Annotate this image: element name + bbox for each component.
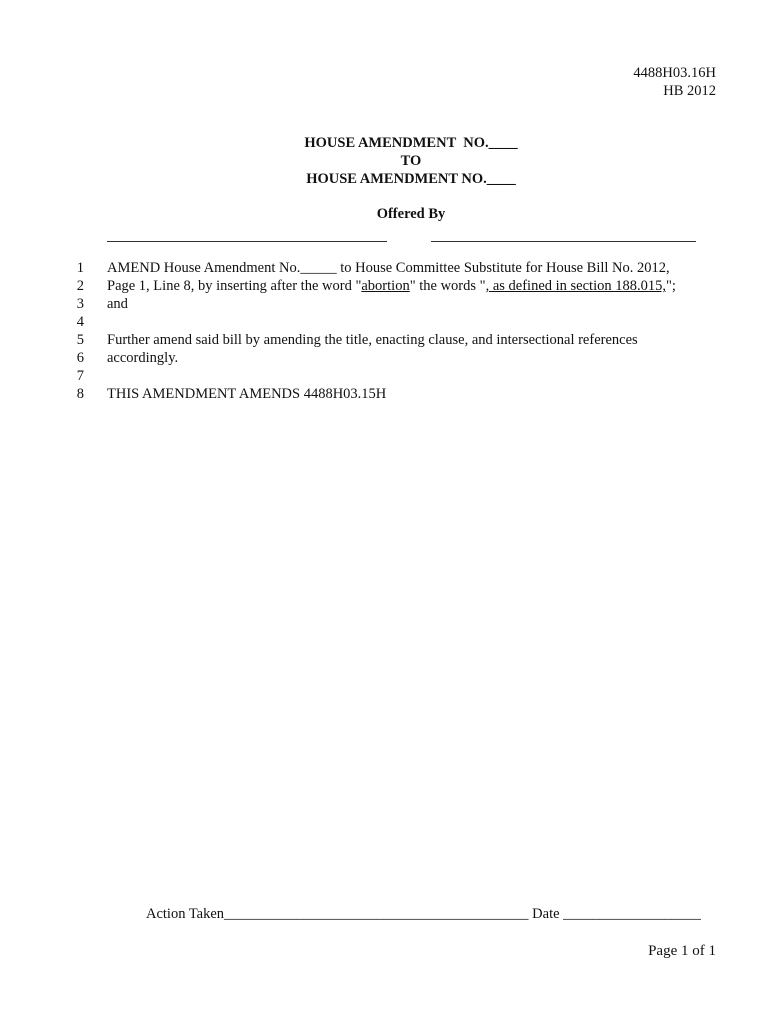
body-line	[0, 295, 770, 313]
sponsor-signature-line-right	[431, 229, 696, 242]
line-number: 6	[76, 350, 84, 366]
offered-by-label: Offered By	[376, 206, 446, 222]
body-line	[0, 349, 770, 367]
line-text-middle: " the words "	[409, 278, 486, 294]
line-text: AMEND House Amendment No._____ to House Committee Substitute for House Bill No. 2012,	[107, 260, 670, 276]
body-line	[0, 367, 770, 385]
line-number: 3	[76, 296, 84, 312]
line-text: accordingly.	[107, 350, 179, 366]
line-number: 8	[76, 386, 84, 402]
line-text: and	[107, 296, 128, 312]
line-text: Further amend said bill by amending the title, enacting clause, and intersectional references	[107, 332, 638, 348]
body-line	[0, 313, 770, 331]
line-number: 2	[76, 278, 84, 294]
line-text: THIS AMENDMENT AMENDS 4488H03.15H	[107, 386, 387, 402]
sponsor-signature-line-left	[107, 229, 387, 242]
inserted-text: , as defined in section 188.015,	[485, 278, 666, 294]
amendment-title-line-3: HOUSE AMENDMENT NO.____	[306, 171, 516, 187]
body-line	[0, 277, 770, 295]
line-number: 5	[76, 332, 84, 348]
underlined-word: abortion	[361, 278, 410, 294]
amendment-title-line-1: HOUSE AMENDMENT NO.____	[304, 135, 518, 151]
line-number: 4	[76, 314, 84, 330]
line-text	[107, 277, 676, 295]
amendment-title-line-2: TO	[400, 153, 422, 169]
line-text-suffix: ";	[666, 278, 676, 294]
body-line	[0, 385, 770, 403]
document-header	[633, 64, 716, 100]
document-code: 4488H03.16H	[633, 65, 716, 81]
line-number: 1	[76, 260, 84, 276]
bill-number: HB 2012	[663, 83, 716, 99]
line-text-prefix: Page 1, Line 8, by inserting after the word "	[107, 278, 362, 294]
page-number: Page 1 of 1	[648, 943, 716, 959]
body-line	[0, 259, 770, 277]
action-taken-line: Action Taken__________________________________________ Date ___________________	[146, 906, 701, 922]
line-number: 7	[76, 368, 84, 384]
body-line	[0, 331, 770, 349]
